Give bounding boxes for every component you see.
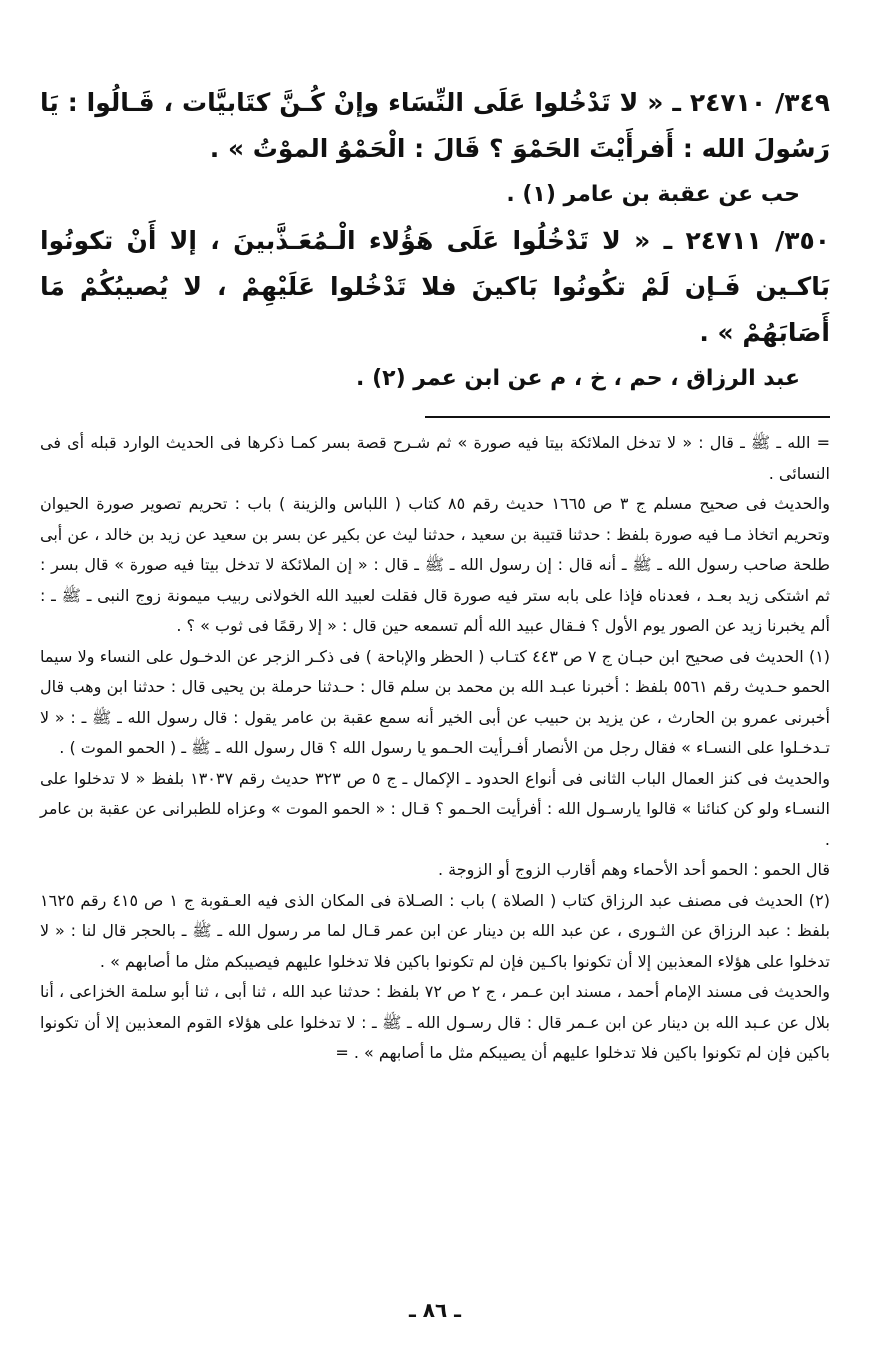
book-page (40, 80, 830, 1340)
hadith-source: حب عن عقبة بن عامر (١) . (506, 182, 800, 207)
hadith-text: « لا تَدْخُلُوا عَلَى هَؤُلاء الْـمُعَـذَّبينَ ، إلا أَنْ تكونُوا بَاكـين فَـإن لَمْ تكُونُوا بَاكينَ فلا تَدْخُلوا عَلَيْهِمْ ، لا يُصيبُكُمْ مَا أَصَابَهُمْ » . (40, 226, 830, 347)
footnote-continuation: = الله ـ ﷺ ـ قال : « لا تدخل الملائكة بيتا فيه صورة » ثم شـرح قصة بسر كمـا ذكرها فى الحديث الوارد قبله أى فى النسائى . (40, 433, 830, 483)
hadith-text: « لا تَدْخُلوا عَلَى النِّسَاء وإنْ كُـنَّ كتَابيَّات ، قَـالُوا : يَا رَسُولَ الله : أَفرأَيْتَ الحَمْوَ ؟ قَالَ : الْحَمْوُ الموْتُ » . (40, 88, 830, 163)
footnote-divider (425, 416, 830, 418)
footnote-1: (١) الحديث فى صحيح ابن حبـان ج ٧ ص ٤٤٣ كتـاب ( الحظر والإباحة ) فى ذكـر الزجر عن الدخـول على النساء ولا سيما الحمو حـديث رقم ٥٥٦١ بلفظ : أخبرنا عبـد الله بن محمد بن سلم قال : حـدثنا حرملة بن يحيى قال : حدثنا ابن وهب قال أخبرنى عمرو بن الحارث ، عن يزيد بن حبيب عن أبى الخير أنه سمع عقبة بن عامر يقول : قال رسول الله ـ ﷺ ـ : « لا تـدخـلوا على النسـاء » فقال رجل من الأنصار أفـرأيت الحـمو يا رسول الله ؟ قال رسول الله ـ ﷺ ـ ( الحمو الموت ) . (40, 646, 831, 757)
hadith-entry (40, 218, 830, 356)
footnote-2: (٢) الحديث فى مصنف عبد الرزاق كتاب ( الصلاة ) باب : الصـلاة فى المكان الذى فيه العـقوبة ج ١ ص ٤١٥ رقم ١٦٢٥ بلفظ : عبد الرزاق عن الثـورى ، عن عبد الله بن دينار عن ابن عمر قـال لما مر رسول الله ـ ﷺ ـ بالحجر قال لنا : « لا تدخلوا على هؤلاء المعذبين إلا أن تكونوا باكـين فإن لم تكونوا باكين فلا تدخلوا عليهم فيصيبكم مثل ما أصابهم » . (40, 890, 830, 971)
main-text (40, 80, 830, 402)
footnote-paragraph: والحديث فى كنز العمال الباب الثانى فى أنواع الحدود ـ الإكمال ـ ج ٥ ص ٣٢٣ حديث رقم ١٣٠٣٧ بلفظ « لا تدخلوا على النسـاء ولو كن كنائنا » قالوا يارسـول الله : أفرأيت الحـمو ؟ قـال : « الحمو الموت » وعزاه للطبرانى عن عقبة بن عامر . (40, 768, 831, 849)
footnote-paragraph: والحديث فى صحيح مسلم ج ٣ ص ١٦٦٥ حديث رقم ٨٥ كتاب ( اللباس والزينة ) باب : تحريم تصوير صورة الحيوان وتحريم اتخاذ مـا فيه صورة بلفظ : حدثنا قتيبة بن سعيد ، حدثنا ليث عن بكير عن بسر بن سعيد عن زيد بن خالد ، عن أبى طلحة صاحب رسول الله ـ ﷺ ـ أنه قال : إن رسول الله ـ ﷺ ـ قال : « إن الملائكة لا تدخل بيتا فيه صورة » قال بسر : ثم اشتكى زيد بعـد ، فعدناه فإذا على بابه ستر فيه صورة قال فقلت لعبيد الله الخولانى ربيب ميمونة زوج النبى ـ ﷺ ـ : ألم يخبرنا زيد عن الصور يوم الأول ؟ فـقال عبيد الله ألم تسمعه حين قال : « إلا رقمًا فى ثوب » ؟ . (40, 494, 831, 635)
hadith-entry (40, 80, 830, 172)
footnote-paragraph: والحديث فى مسند الإمام أحمد ، مسند ابن عـمر ، ج ٢ ص ٧٢ بلفظ : حدثنا عبد الله ، ثنا أبى ، ثنا أبو سلمة الخزاعى ، أنا بلال عن عـبد الله بن دينار عن ابن عـمر قال : قال رسـول الله ـ ﷺ ـ : لا تدخلوا على هؤلاء القوم المعذبين إلا أن تكونوا باكين فإن لم تكونوا باكين فلا تدخلوا عليهم أن يصيبكم مثل ما أصابهم » . = (40, 982, 831, 1062)
hadith-number: ٣٤٩/ ٢٤٧١٠ ـ (672, 88, 830, 117)
footnotes (40, 428, 830, 1069)
hadith-source: عبد الرزاق ، حم ، خ ، م عن ابن عمر (٢) . (356, 366, 800, 391)
footnote-paragraph: قال الحمو : الحمو أحد الأحماء وهم أقارب الزوج أو الزوجة . (437, 860, 830, 879)
page-number: ـ ٨٦ ـ (408, 1298, 462, 1322)
hadith-number: ٣٥٠/ ٢٤٧١١ ـ (663, 226, 830, 255)
